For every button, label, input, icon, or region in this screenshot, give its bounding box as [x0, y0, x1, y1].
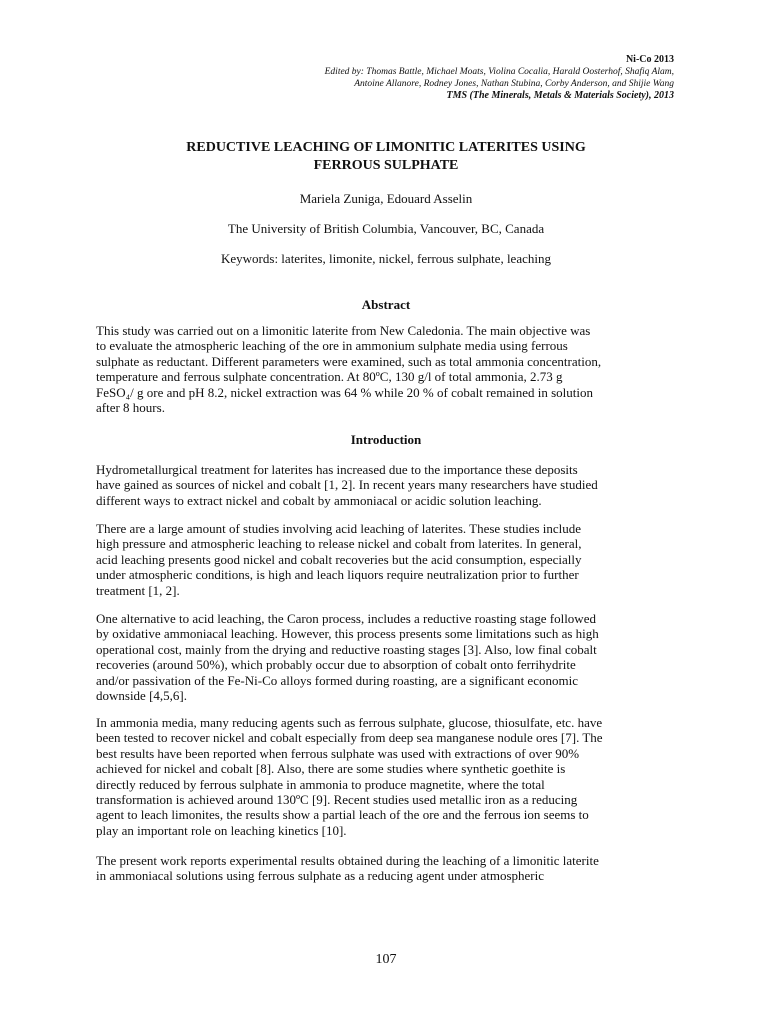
paragraph-line: acid leaching presents good nickel and cobalt recoveries but the acid consumption, especially [96, 551, 582, 567]
page-number: 107 [375, 952, 397, 967]
paragraph-line: recoveries (around 50%), which probably occur due to absorption of cobalt onto ferrihydrite [96, 657, 576, 673]
paragraph-line: One alternative to acid leaching, the Caron process, includes a reductive roasting stage followed [96, 611, 596, 626]
intro-paragraph-2 [96, 521, 672, 598]
paragraph-line: play an important role on leaching kinetics [10]. [96, 822, 347, 838]
keywords: Keywords: laterites, limonite, nickel, ferrous sulphate, leaching [221, 251, 551, 266]
paragraph-line: There are a large amount of studies involving acid leaching of laterites. These studies include [96, 521, 582, 536]
intro-paragraph-5 [96, 853, 672, 884]
paragraph-line: In ammonia media, many reducing agents such as ferrous sulphate, glucose, thiosulfate, etc. have [96, 715, 603, 730]
paragraph-line: different ways to extract nickel and cobalt by ammoniacal or acidic solution leaching. [96, 492, 542, 508]
intro-paragraph-3 [96, 611, 672, 703]
paragraph-line: Hydrometallurgical treatment for laterites has increased due to the importance these deposits [96, 462, 578, 477]
abstract-paragraph [96, 323, 672, 415]
paragraph-line: best results have been reported when ferrous sulphate was used with extractions of over 90% [96, 745, 580, 761]
conference-header [325, 54, 674, 102]
abstract-line: FeSO₄/ g ore and pH 8.2, nickel extraction was 64 % while 20 % of cobalt remained in solution [96, 384, 593, 400]
paragraph-line: by oxidative ammoniacal leaching. However, this process presents some limitations such as high [96, 626, 599, 642]
paragraph-line: treatment [1, 2]. [96, 582, 180, 598]
paper-title [96, 139, 676, 175]
paragraph-line: The present work reports experimental results obtained during the leaching of a limonitic laterite [96, 853, 599, 868]
intro-paragraph-1 [96, 462, 672, 508]
title-line-2: FERROUS SULPHATE [313, 158, 459, 173]
abstract-line: to evaluate the atmospheric leaching of the ore in ammonium sulphate media using ferrous [96, 338, 568, 354]
paragraph-line: high pressure and atmospheric leaching to release nickel and cobalt from laterites. In general, [96, 536, 582, 552]
abstract-line: temperature and ferrous sulphate concentration. At 80ºC, 130 g/l of total ammonia, 2.73 g [96, 369, 563, 385]
paragraph-line: and/or passivation of the Fe-Ni-Co alloys formed during roasting, are a significant economic [96, 672, 578, 688]
paragraph-line: directly reduced by ferrous sulphate in ammonia to produce magnetite, where the total [96, 776, 545, 792]
paragraph-line: in ammoniacal solutions using ferrous sulphate as a reducing agent under atmospheric [96, 868, 545, 884]
paragraph-line: transformation is achieved around 130ºC [9]. Recent studies used metallic iron as a reducing [96, 792, 578, 808]
authors: Mariela Zuniga, Edouard Asselin [299, 191, 473, 206]
abstract-heading: Abstract [361, 297, 411, 312]
paragraph-line: operational cost, mainly from the drying and reductive roasting stages [3]. Also, low final cobalt [96, 641, 597, 657]
paragraph-line: under atmospheric conditions, is high and leach liquors require neutralization prior to further [96, 567, 579, 583]
paragraph-line: been tested to recover nickel and cobalt especially from deep sea manganese nodule ores [7]. The [96, 730, 603, 746]
editors-line-1: Edited by: Thomas Battle, Michael Moats, Violina Cocalia, Harald Oosterhof, Shafiq Alam, [324, 67, 674, 77]
paragraph-line: downside [4,5,6]. [96, 688, 187, 704]
paragraph-line: have gained as sources of nickel and cobalt [1, 2]. In recent years many researchers have studied [96, 477, 598, 493]
abstract-line: after 8 hours. [96, 400, 165, 416]
intro-paragraph-4 [96, 715, 672, 838]
conference-name: Ni-Co 2013 [625, 54, 674, 65]
affiliation: The University of British Columbia, Vancouver, BC, Canada [227, 221, 545, 236]
editors-line-2: Antoine Allanore, Rodney Jones, Nathan Stubina, Corby Anderson, and Shijie Wang [354, 79, 674, 89]
abstract-line: This study was carried out on a limonitic laterite from New Caledonia. The main objective was [96, 323, 591, 338]
abstract-line: sulphate as reductant. Different parameters were examined, such as total ammonia concentration, [96, 353, 602, 369]
introduction-heading: Introduction [350, 432, 422, 447]
paragraph-line: achieved for nickel and cobalt [8]. Also, there are some studies where synthetic goethite is [96, 761, 566, 777]
title-line-1: REDUCTIVE LEACHING OF LIMONITIC LATERITES USING [186, 140, 586, 155]
paragraph-line: agent to leach limonites, the results show a partial leach of the ore and the ferrous ion seems to [96, 807, 589, 823]
publisher-line: TMS (The Minerals, Metals & Materials Society), 2013 [446, 90, 674, 101]
